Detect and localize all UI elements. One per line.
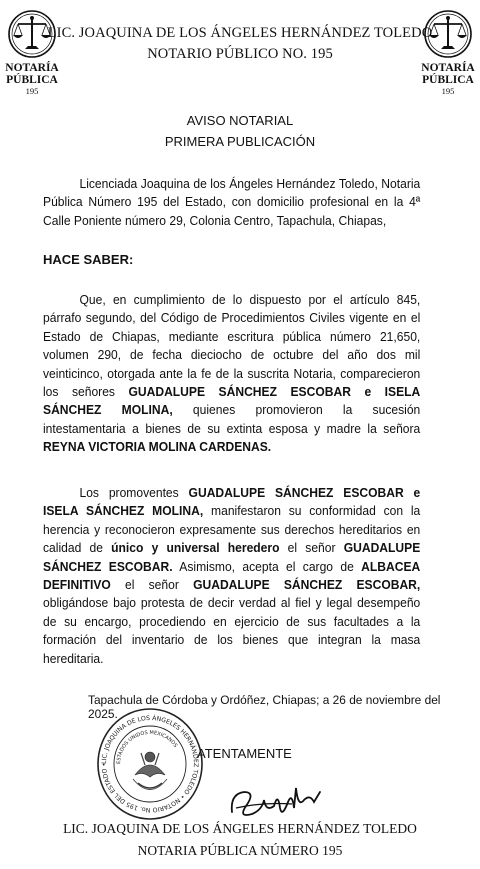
- logo-line1: NOTARÍA: [5, 62, 59, 74]
- header-notary-number: NOTARIO PÚBLICO NO. 195: [147, 46, 333, 62]
- seal-outer-text: LIC. JOAQUINA DE LOS ÁNGELES HERNÁNDEZ TOLEDO • NOTARIO No. 195 DEL ESTADO •: [100, 714, 200, 814]
- signer-name: LIC. JOAQUINA DE LOS ÁNGELES HERNÁNDEZ TOLEDO: [63, 821, 417, 836]
- p2-bold-names: GUADALUPE SÁNCHEZ ESCOBAR e ISELA SÁNCHEZ MOLINA,: [43, 486, 421, 519]
- closing-atentamente: ATENTAMENTE: [197, 746, 292, 761]
- p1-text-1: Que, en cumplimiento de lo dispuesto por el artículo 845, párrafo segundo, del Código de Procedimientos Civiles vigente en el Estado de Chiapas, mediante escritura pública número 21,650, volumen 290, de fecha dieciocho de octubre del año dos mil veinticinco, otorgada ante la fe de la suscrita Notaria, comparecieron los señores: [43, 293, 421, 400]
- p2-bold-heir: GUADALUPE SÁNCHEZ ESCOBAR.: [43, 541, 421, 574]
- place-date: Tapachula de Córdoba y Ordóñez, Chiapas; a 26 de noviembre del 2025.: [88, 693, 441, 721]
- p2-text-2: manifestaron su conformidad con la herencia y reconocieron expresamente sus derechos hereditarios en calidad de: [43, 504, 421, 556]
- logo-line2: PÚBLICA: [6, 74, 58, 86]
- p2-bold-albacea-name: GUADALUPE SÁNCHEZ ESCOBAR,: [193, 578, 421, 593]
- p2-text-5: el señor: [110, 578, 194, 593]
- hace-saber-heading: HACE SABER:: [43, 252, 134, 267]
- p1-bold-names: GUADALUPE SÁNCHEZ ESCOBAR e ISELA SÁNCHEZ MOLINA,: [43, 385, 421, 418]
- p2-bold-heir-type: único y universal heredero: [111, 541, 280, 556]
- p2-text-3: el señor: [279, 541, 344, 556]
- logo-line1: NOTARÍA: [421, 62, 475, 74]
- signer-role: NOTARIA PÚBLICA NÚMERO 195: [137, 843, 343, 858]
- header-notary-name: LIC. JOAQUINA DE LOS ÁNGELES HERNÁNDEZ TOLEDO: [47, 25, 433, 41]
- intro-paragraph: [43, 175, 420, 230]
- intro-text: Licenciada Joaquina de los Ángeles Hernández Toledo, Notaria Pública Número 195 del Estado, con domicilio profesional en la 4ª Calle Poniente número 29, Colonia Centro, Tapachula, Chiapas,: [43, 177, 421, 228]
- p2-text-4: Asimismo, acepta el cargo de: [172, 559, 362, 574]
- seal-inner-text: ESTADOS UNIDOS MEXICANOS: [115, 729, 179, 765]
- logo-line2: PÚBLICA: [422, 74, 474, 86]
- p1-bold-deceased: REYNA VICTORIA MOLINA CARDENAS.: [43, 440, 272, 455]
- notary-seal: [95, 705, 205, 828]
- p2-text-1: Los promoventes: [79, 486, 189, 500]
- notice-subtitle: PRIMERA PUBLICACIÓN: [164, 134, 316, 149]
- p2-bold-albacea: ALBACEA DEFINITIVO: [43, 559, 421, 593]
- eagle-emblem-icon: [133, 752, 167, 790]
- notice-title: AVISO NOTARIAL: [186, 113, 294, 128]
- paragraph-2: [43, 484, 420, 668]
- logo-line3: 195: [441, 86, 455, 96]
- p2-text-6: obligándose bajo protesta de decir verdad al fiel y legal desempeño de su encargo, procediendo en ejercicio de sus facultades a la formación del inventario de los bienes que integran la masa hereditaria.: [43, 596, 421, 666]
- paragraph-1: [43, 291, 420, 457]
- logo-line3: 195: [25, 86, 39, 96]
- p1-text-2: quienes promovieron la sucesión intestamentaria a bienes de su extinta esposa y madre la señora: [43, 403, 421, 436]
